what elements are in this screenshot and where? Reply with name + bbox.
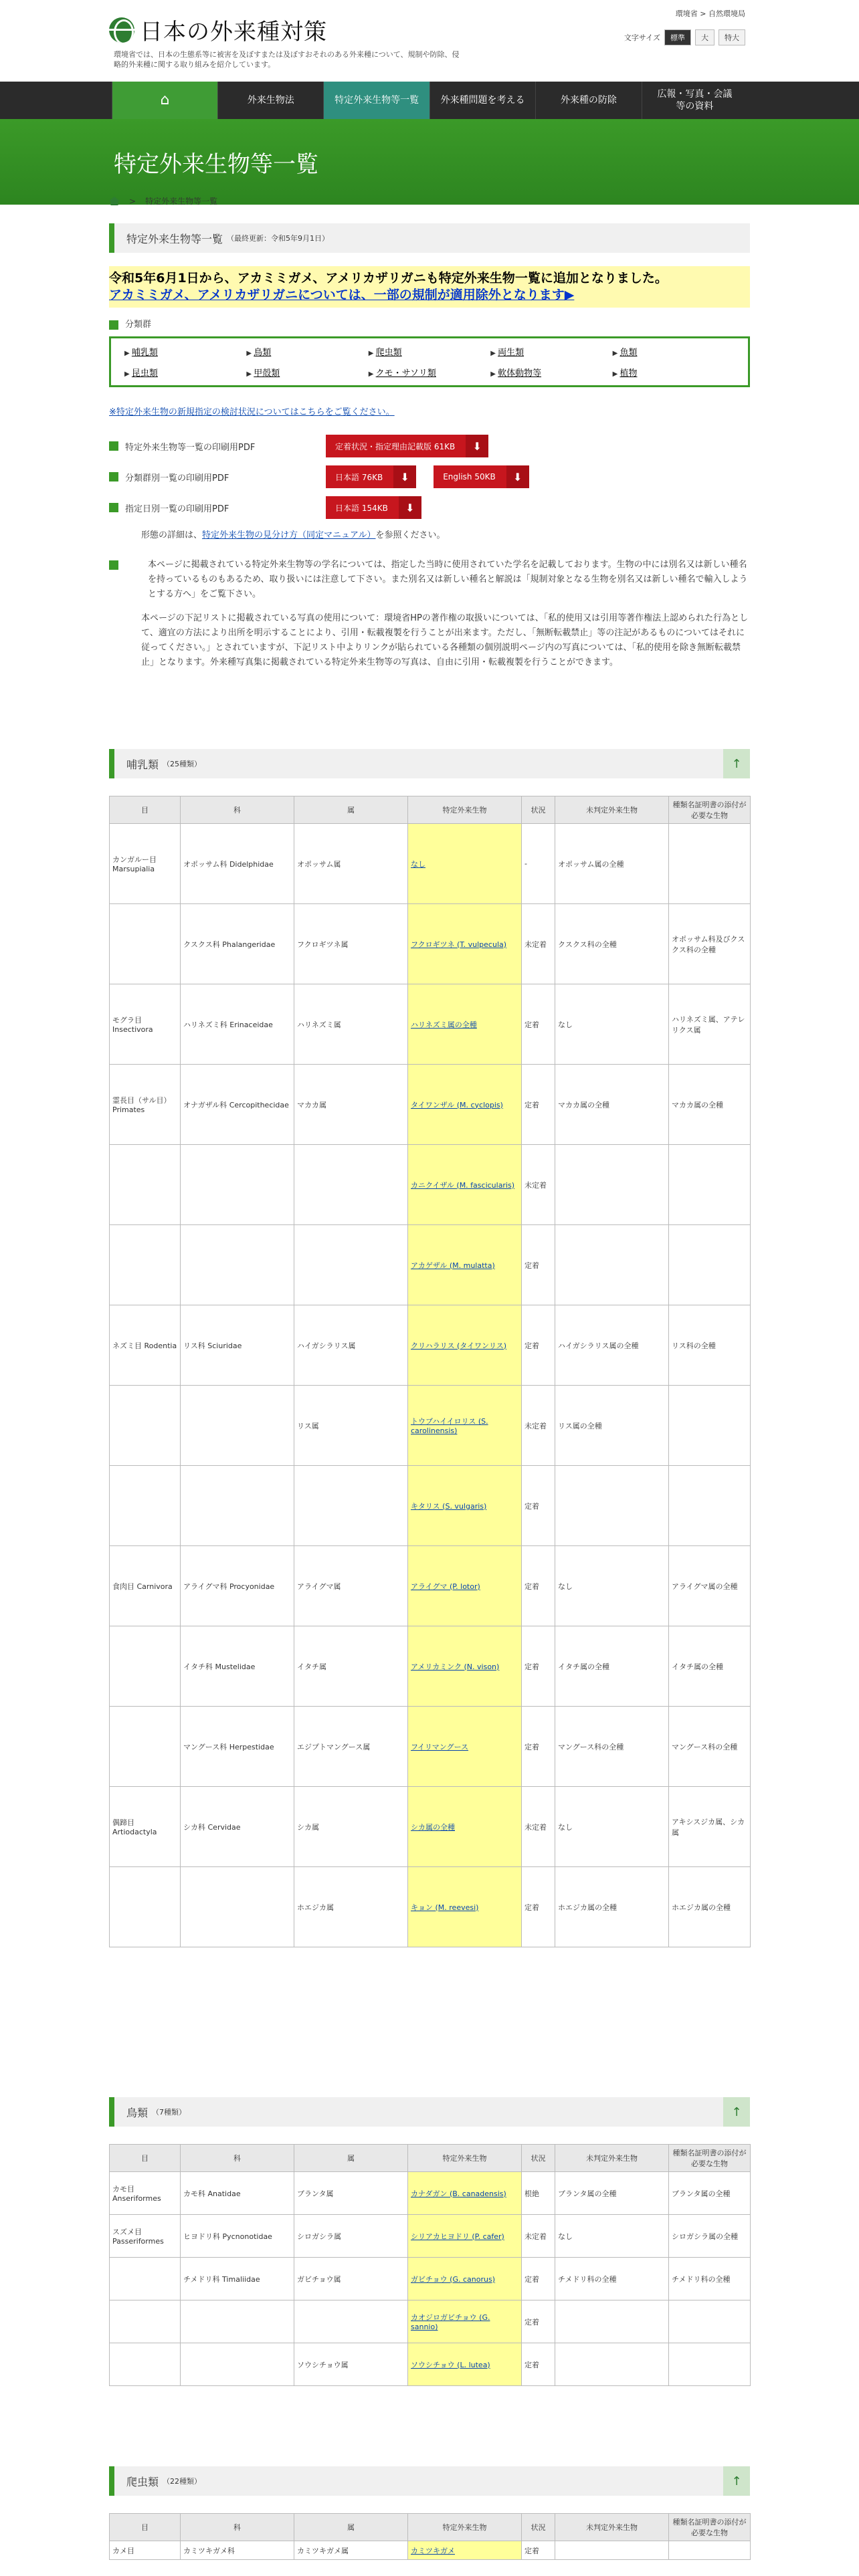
table-cell: イタチ属 bbox=[294, 1626, 408, 1707]
species-link[interactable]: アメリカミンク (N. vison) bbox=[411, 1662, 500, 1671]
site-logo[interactable] bbox=[109, 13, 327, 46]
table-cell bbox=[555, 1145, 669, 1225]
table-cell: 定着 bbox=[522, 1707, 555, 1787]
table-cell bbox=[669, 1145, 751, 1225]
table-cell bbox=[110, 2258, 181, 2300]
table-cell bbox=[110, 2343, 181, 2386]
table-cell: ネズミ目 Rodentia bbox=[110, 1305, 181, 1386]
table-cell: ブランタ属の全種 bbox=[555, 2172, 669, 2215]
table-cell: 未定着 bbox=[522, 1386, 555, 1466]
table-cell bbox=[181, 2343, 294, 2386]
category-link[interactable]: クモ・サソリ類 bbox=[375, 368, 436, 379]
util-link-moe[interactable]: 環境省 bbox=[675, 9, 698, 18]
table-cell: ホエジカ属の全種 bbox=[555, 1867, 669, 1947]
square-bullet-icon bbox=[109, 560, 118, 570]
category-link[interactable]: 両生類 bbox=[498, 348, 524, 358]
table-cell: - bbox=[522, 824, 555, 904]
bird-table bbox=[109, 2144, 751, 2386]
species-link[interactable]: キタリス (S. vulgaris) bbox=[411, 1501, 487, 1511]
table-cell: リス科の全種 bbox=[669, 1305, 751, 1386]
table-cell bbox=[110, 1145, 181, 1225]
table-cell: イタチ属の全種 bbox=[555, 1626, 669, 1707]
page-title: 特定外来生物等一覧 bbox=[114, 151, 318, 178]
table-row bbox=[110, 1867, 751, 1947]
table-cell bbox=[181, 1225, 294, 1305]
table-header-row: 目 科 属 特定外来生物 状況 未判定外来生物 種類名証明書の添付が必要な生物 bbox=[110, 2514, 751, 2541]
species-link[interactable]: シリアカヒヨドリ (P. cafer) bbox=[411, 2232, 504, 2241]
species-link[interactable]: クリハラリス (タイワンリス) bbox=[411, 1341, 507, 1350]
table-cell bbox=[181, 1145, 294, 1225]
species-link[interactable]: トウブハイイロリス (S. carolinensis) bbox=[411, 1417, 488, 1435]
bird-heading: 鳥類 （7種類） bbox=[109, 2097, 750, 2127]
species-link[interactable]: シカ属の全種 bbox=[411, 1822, 455, 1832]
species-link[interactable]: なし bbox=[411, 859, 425, 869]
table-cell: アライグマ科 Procyonidae bbox=[181, 1546, 294, 1626]
table-cell: マカカ属 bbox=[294, 1065, 408, 1145]
table-cell bbox=[110, 1707, 181, 1787]
category-link[interactable]: 軟体動物等 bbox=[498, 368, 542, 379]
table-cell bbox=[555, 1225, 669, 1305]
table-cell: 未定着 bbox=[522, 2215, 555, 2258]
table-row bbox=[110, 2258, 751, 2300]
table-cell: 定着 bbox=[522, 984, 555, 1065]
breadcrumb-current: 特定外来生物等一覧 bbox=[145, 197, 218, 206]
table-cell: ブランタ属の全種 bbox=[669, 2172, 751, 2215]
table-cell bbox=[181, 1386, 294, 1466]
table-cell: シロガシラ属 bbox=[294, 2215, 408, 2258]
table-cell: シロガシラ属の全種 bbox=[669, 2215, 751, 2258]
species-link[interactable]: アライグマ (P. lotor) bbox=[411, 1582, 480, 1591]
table-cell: 根絶 bbox=[522, 2172, 555, 2215]
table-cell: 定着 bbox=[522, 1626, 555, 1707]
table-cell bbox=[110, 1626, 181, 1707]
table-cell bbox=[181, 1466, 294, 1546]
table-cell: ソウシチョウ属 bbox=[294, 2343, 408, 2386]
table-cell: ハイガシラリス属 bbox=[294, 1305, 408, 1386]
table-cell: 定着 bbox=[522, 1065, 555, 1145]
table-cell: カンガルー目 Marsupialia bbox=[110, 824, 181, 904]
note-paragraph: 本ページに掲載されている特定外来生物等の学名については、指定した当時に使用されていた学名を記載しております。生物の中には別名又は新しい種名を持っているものもあるため、取り扱いには注意して下さい。また別名又は新しい種名と解説は「規制対象となる生物を別名又は新しい種名で輸入しようとする方へ」をご覧下さい。 bbox=[109, 558, 750, 602]
square-bullet-icon bbox=[109, 472, 118, 481]
table-row bbox=[110, 1707, 751, 1787]
category-link[interactable]: 植物 bbox=[619, 368, 638, 379]
table-row bbox=[110, 1626, 751, 1707]
table-cell bbox=[110, 1466, 181, 1546]
table-row bbox=[110, 1386, 751, 1466]
reptile-section bbox=[109, 2466, 750, 2560]
pdf-download-button[interactable]: English 50KB ⬇ bbox=[434, 465, 529, 488]
table-cell bbox=[669, 1386, 751, 1466]
table-row bbox=[110, 1787, 751, 1867]
pdf-row: 特定外来生物等一覧の印刷用PDF 定着状況・指定理由記載版 61KB ⬇ bbox=[109, 435, 750, 457]
table-row bbox=[110, 1546, 751, 1626]
nav-item-control[interactable]: 外来種の防除 bbox=[535, 82, 641, 119]
nav-home-button[interactable] bbox=[112, 82, 217, 119]
mammal-section bbox=[109, 749, 750, 1947]
species-link[interactable]: キョン (M. reevesi) bbox=[411, 1903, 479, 1912]
font-size-label: 文字サイズ bbox=[624, 33, 660, 42]
species-link[interactable]: ソウシチョウ (L. lutea) bbox=[411, 2360, 490, 2369]
table-cell bbox=[294, 1145, 408, 1225]
table-cell: エジプトマングース属 bbox=[294, 1707, 408, 1787]
table-cell: ブランタ属 bbox=[294, 2172, 408, 2215]
back-to-top-button[interactable]: ↑ bbox=[723, 2097, 750, 2127]
home-icon[interactable] bbox=[109, 197, 120, 205]
table-cell bbox=[110, 2300, 181, 2343]
nav-item-law[interactable]: 外来生物法 bbox=[217, 82, 323, 119]
table-cell: 定着 bbox=[522, 1466, 555, 1546]
table-cell: ハイガシラリス属の全種 bbox=[555, 1305, 669, 1386]
table-cell: イタチ科 Mustelidae bbox=[181, 1626, 294, 1707]
notice-box bbox=[109, 266, 750, 308]
util-link-nature[interactable]: 自然環境局 bbox=[708, 9, 745, 18]
reptile-heading: 爬虫類 （22種類） bbox=[109, 2466, 750, 2496]
category-link[interactable]: 昆虫類 bbox=[131, 368, 158, 379]
table-cell: ホエジカ属 bbox=[294, 1867, 408, 1947]
table-cell: イタチ属の全種 bbox=[669, 1626, 751, 1707]
table-cell: クスクス科の全種 bbox=[555, 904, 669, 984]
notice-link[interactable]: アカミミガメ、アメリカザリガニについては、一部の規制が適用除外となります▶ bbox=[109, 288, 575, 302]
square-bullet-icon bbox=[109, 320, 118, 330]
table-cell: 食肉目 Carnivora bbox=[110, 1546, 181, 1626]
table-cell bbox=[555, 2300, 669, 2343]
table-row bbox=[110, 1305, 751, 1386]
pdf-row: 指定日別一覧の印刷用PDF 日本語 154KB ⬇ bbox=[109, 496, 750, 519]
table-cell: 未定着 bbox=[522, 904, 555, 984]
table-cell: 定着 bbox=[522, 1225, 555, 1305]
table-cell: シカ科 Cervidae bbox=[181, 1787, 294, 1867]
table-cell: なし bbox=[555, 984, 669, 1065]
table-cell bbox=[294, 1466, 408, 1546]
table-cell: 定着 bbox=[522, 1305, 555, 1386]
download-icon: ⬇ bbox=[466, 435, 488, 457]
category-heading: 分類群 bbox=[109, 317, 750, 330]
category-link[interactable]: 魚類 bbox=[619, 348, 638, 358]
reptile-table bbox=[109, 2513, 751, 2560]
table-cell: なし bbox=[555, 1787, 669, 1867]
table-cell bbox=[669, 824, 751, 904]
table-cell: アライグマ属の全種 bbox=[669, 1546, 751, 1626]
font-size-xlarge-button[interactable]: 特大 bbox=[719, 29, 745, 45]
table-cell bbox=[669, 2343, 751, 2386]
table-cell: スズメ目 Passeriformes bbox=[110, 2215, 181, 2258]
table-cell: チメドリ科の全種 bbox=[555, 2258, 669, 2300]
table-cell: マカカ属の全種 bbox=[669, 1065, 751, 1145]
table-cell: フクロギツネ属 bbox=[294, 904, 408, 984]
species-link[interactable]: タイワンザル (M. cyclopis) bbox=[411, 1100, 503, 1109]
table-cell: 霊長目（サル目）Primates bbox=[110, 1065, 181, 1145]
table-cell: マングース科の全種 bbox=[669, 1707, 751, 1787]
square-bullet-icon bbox=[109, 441, 118, 451]
table-cell bbox=[555, 1466, 669, 1546]
table-cell: ホエジカ属の全種 bbox=[669, 1867, 751, 1947]
table-cell: 定着 bbox=[522, 2343, 555, 2386]
site-description: 環境省では、日本の生態系等に被害を及ぼすまたは及ぼすおそれのある外来種について、規制や防除、侵略的外来種に関する取り組みを紹介しています。 bbox=[114, 50, 460, 69]
table-cell: オポッサム科及びクスクス科の全種 bbox=[669, 904, 751, 984]
table-row bbox=[110, 1466, 751, 1546]
font-size-standard-button[interactable]: 標準 bbox=[664, 29, 691, 45]
table-row bbox=[110, 824, 751, 904]
table-row bbox=[110, 2343, 751, 2386]
species-link[interactable]: フクロギツネ (T. vulpecula) bbox=[411, 940, 507, 949]
table-cell: オポッサム属 bbox=[294, 824, 408, 904]
bird-section bbox=[109, 2097, 750, 2386]
table-row bbox=[110, 2172, 751, 2215]
note-paragraph: 本ページの下記リストに掲載されている写真の使用について：環境省HPの著作権の取扱いについては、「私的使用又は引用等著作権法上認められた行為として、適宜の方法により出所を明示することにより、引用・転載複製を行うことが出来ます。ただし、「無断転載禁止」等の注記があるものについてはそれに従ってください。」とされていますが、下記リスト中よりリンクが貼られている各種類の個別説明ページ内の写真については、「私的使用を除き無断転載禁止」となります。外来種写真集に掲載されている特定外来生物等の写真は、自由に引用・転載複製を行うことができます。 bbox=[141, 613, 749, 667]
notice-text: 令和5年6月1日から、アカミミガメ、アメリカザリガニも特定外来生物一覧に追加となりました。 bbox=[109, 271, 668, 286]
mammal-heading: 哺乳類 （25種類） bbox=[109, 749, 750, 778]
table-cell: マングース科 Herpestidae bbox=[181, 1707, 294, 1787]
global-nav bbox=[0, 82, 859, 119]
review-status-link[interactable]: ※特定外来生物の新規指定の検討状況についてはこちらをご覧ください。 bbox=[109, 407, 395, 417]
nav-item-materials[interactable]: 広報・写真・会議 等の資料 bbox=[642, 82, 747, 119]
table-header-row: 目 科 属 特定外来生物 状況 未判定外来生物 種類名証明書の添付が必要な生物 bbox=[110, 796, 751, 824]
table-cell: ヒヨドリ科 Pycnonotidae bbox=[181, 2215, 294, 2258]
table-cell bbox=[110, 1867, 181, 1947]
table-row: カメ目 カミツキガメ科 カミツキガメ属 カミツキガメ 定着 bbox=[110, 2541, 751, 2560]
category-link[interactable]: 甲殻類 bbox=[254, 368, 280, 379]
table-cell: ハリネズミ属、アテレリクス属 bbox=[669, 984, 751, 1065]
table-cell bbox=[110, 904, 181, 984]
table-cell: リス科 Sciuridae bbox=[181, 1305, 294, 1386]
pdf-download-button[interactable]: 日本語 154KB ⬇ bbox=[326, 496, 421, 519]
table-cell: リス属の全種 bbox=[555, 1386, 669, 1466]
table-cell: カモ科 Anatidae bbox=[181, 2172, 294, 2215]
pdf-download-button[interactable]: 日本語 76KB ⬇ bbox=[326, 465, 416, 488]
table-cell bbox=[669, 1225, 751, 1305]
mammal-table bbox=[109, 796, 751, 1947]
back-to-top-button[interactable]: ↑ bbox=[723, 2466, 750, 2496]
table-cell: ハリネズミ科 Erinaceidae bbox=[181, 984, 294, 1065]
species-link[interactable]: カニクイザル (M. fascicularis) bbox=[411, 1180, 515, 1190]
font-size-switcher bbox=[624, 29, 745, 45]
table-cell: 偶蹄目 Artiodactyla bbox=[110, 1787, 181, 1867]
table-cell: シカ属 bbox=[294, 1787, 408, 1867]
table-cell: 定着 bbox=[522, 1867, 555, 1947]
utility-links: 環境省 > 自然環境局 bbox=[675, 9, 745, 18]
pdf-row: 分類群別一覧の印刷用PDF 日本語 76KB ⬇ English 50KB ⬇ bbox=[109, 465, 750, 488]
table-cell: ガビチョウ属 bbox=[294, 2258, 408, 2300]
nav-item-issues[interactable]: 外来種問題を考える bbox=[430, 82, 535, 119]
download-icon: ⬇ bbox=[506, 465, 529, 488]
table-cell: チメドリ科の全種 bbox=[669, 2258, 751, 2300]
species-link[interactable]: ハリネズミ属の全種 bbox=[411, 1020, 477, 1029]
font-size-large-button[interactable]: 大 bbox=[695, 29, 714, 45]
table-cell bbox=[110, 1386, 181, 1466]
square-bullet-icon bbox=[109, 503, 118, 512]
download-icon: ⬇ bbox=[399, 496, 421, 519]
table-row bbox=[110, 1065, 751, 1145]
table-cell: ハリネズミ属 bbox=[294, 984, 408, 1065]
species-link[interactable]: カミツキガメ bbox=[411, 2546, 455, 2555]
species-link[interactable]: フイリマングース bbox=[411, 1742, 469, 1751]
table-cell: 定着 bbox=[522, 1546, 555, 1626]
back-to-top-button[interactable]: ↑ bbox=[723, 749, 750, 778]
table-cell: モグラ目 Insectivora bbox=[110, 984, 181, 1065]
chevron-right-icon: > bbox=[129, 196, 136, 206]
table-cell bbox=[669, 1466, 751, 1546]
species-link[interactable]: カナダガン (B. canadensis) bbox=[411, 2189, 506, 2198]
table-cell bbox=[669, 2300, 751, 2343]
table-header-row: 目 科 属 特定外来生物 状況 未判定外来生物 種類名証明書の添付が必要な生物 bbox=[110, 2145, 751, 2172]
site-header bbox=[0, 0, 859, 82]
table-cell: 定着 bbox=[522, 2258, 555, 2300]
species-link[interactable]: ガビチョウ (G. canorus) bbox=[411, 2274, 495, 2284]
table-row bbox=[110, 984, 751, 1065]
table-cell: チメドリ科 Timaliidae bbox=[181, 2258, 294, 2300]
table-cell bbox=[181, 1867, 294, 1947]
table-cell: アライグマ属 bbox=[294, 1546, 408, 1626]
table-cell: オポッサム科 Didelphidae bbox=[181, 824, 294, 904]
table-cell bbox=[181, 2300, 294, 2343]
table-cell: リス属 bbox=[294, 1386, 408, 1466]
table-cell: 未定着 bbox=[522, 1145, 555, 1225]
table-cell bbox=[555, 2343, 669, 2386]
table-cell: なし bbox=[555, 2215, 669, 2258]
species-link[interactable]: カオジロガビチョウ (G. sannio) bbox=[411, 2313, 490, 2331]
manual-link[interactable]: 特定外来生物の見分け方（同定マニュアル） bbox=[202, 530, 376, 540]
species-link[interactable]: アカゲザル (M. mulatta) bbox=[411, 1261, 495, 1270]
home-icon: ⌂ bbox=[160, 92, 170, 108]
table-cell bbox=[294, 2300, 408, 2343]
table-cell: オポッサム属の全種 bbox=[555, 824, 669, 904]
table-cell: マングース科の全種 bbox=[555, 1707, 669, 1787]
table-cell: クスクス科 Phalangeridae bbox=[181, 904, 294, 984]
table-cell: マカカ属の全種 bbox=[555, 1065, 669, 1145]
category-link[interactable]: 鳥類 bbox=[254, 348, 272, 358]
table-cell: オナガザル科 Cercopithecidae bbox=[181, 1065, 294, 1145]
site-title: 日本の外来種対策 bbox=[140, 19, 327, 45]
table-cell: カモ目 Anseriformes bbox=[110, 2172, 181, 2215]
table-cell bbox=[294, 1225, 408, 1305]
table-row bbox=[110, 1225, 751, 1305]
category-link[interactable]: 爬虫類 bbox=[375, 348, 402, 358]
manual-note: 形態の詳細は、特定外来生物の見分け方（同定マニュアル）を参照ください。 bbox=[141, 530, 446, 540]
intro-heading: 特定外来生物等一覧 （最終更新：令和5年9月1日） bbox=[109, 223, 750, 253]
table-row bbox=[110, 904, 751, 984]
table-cell: 未定着 bbox=[522, 1787, 555, 1867]
table-cell: アキシスジカ属、シカ属 bbox=[669, 1787, 751, 1867]
table-row bbox=[110, 2300, 751, 2343]
pdf-download-button[interactable]: 定着状況・指定理由記載版 61KB ⬇ bbox=[326, 435, 488, 457]
table-cell bbox=[110, 1225, 181, 1305]
table-row bbox=[110, 1145, 751, 1225]
globe-icon bbox=[109, 17, 134, 43]
download-icon: ⬇ bbox=[393, 465, 416, 488]
table-cell: 定着 bbox=[522, 2300, 555, 2343]
breadcrumb bbox=[109, 195, 217, 207]
intro-section bbox=[109, 223, 750, 670]
nav-item-list[interactable]: 特定外来生物等一覧 bbox=[323, 82, 429, 119]
page-hero bbox=[0, 119, 859, 205]
category-box bbox=[109, 336, 750, 387]
category-link[interactable]: 哺乳類 bbox=[131, 348, 158, 358]
table-cell: なし bbox=[555, 1546, 669, 1626]
table-row bbox=[110, 2215, 751, 2258]
